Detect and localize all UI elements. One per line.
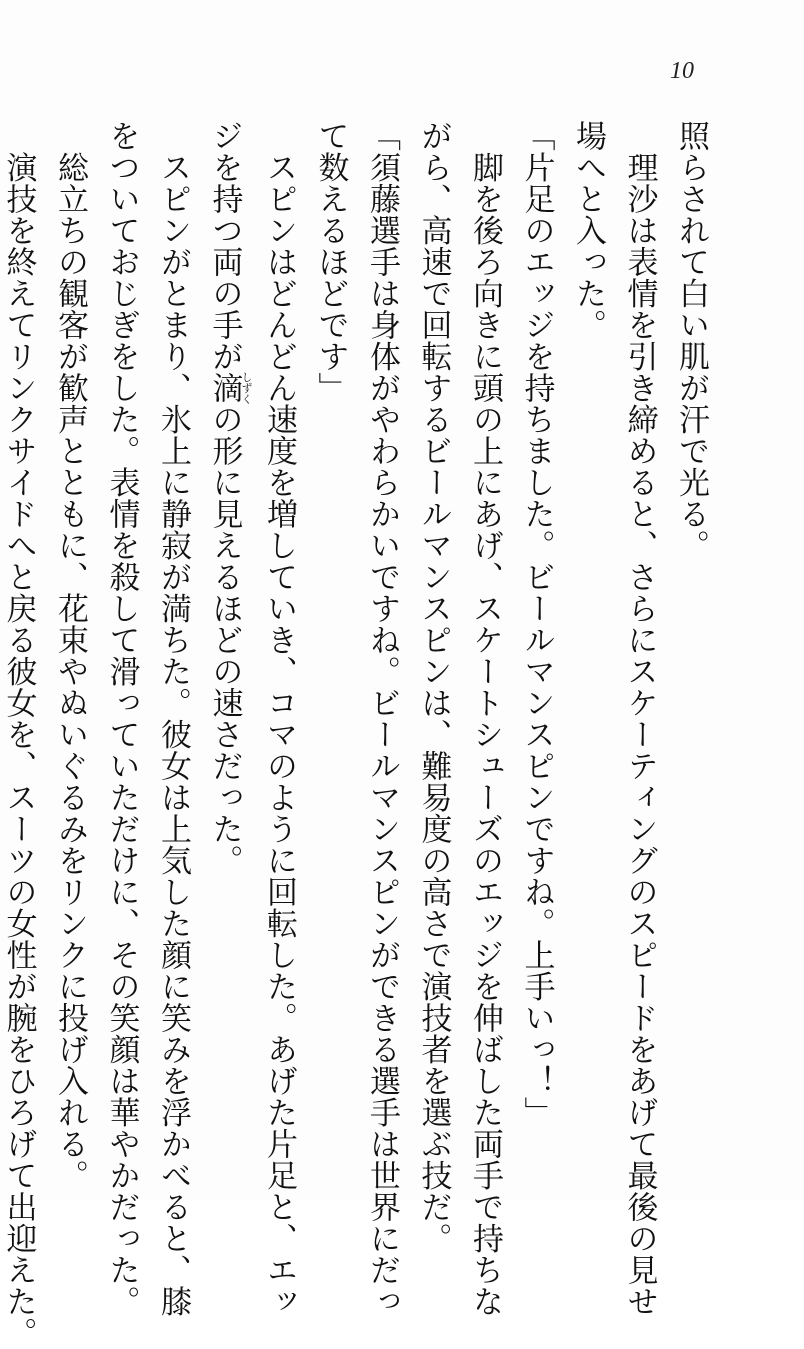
text-line-6: がら、高速で回転するビールマンスピンは、難易度の高さで演技者を選ぶ技だ。 (415, 120, 452, 1254)
text-line-5: 脚を後ろ向きに頭の上にあげ、スケートシューズのエッジを伸ばした両手で持ちな (467, 120, 503, 1317)
ruby-text-shizuku: しずく (240, 371, 253, 405)
text-line-1: 照らされて白い肌が汗で光る。 (673, 120, 709, 561)
text-line-7: 「須藤選手は身体がやわらかいですね。ビールマンスピンができる選手は世界にだっ (364, 120, 400, 1317)
text-line-9: スピンはどんどん速度を増していき、コマのように回転した。あげた片足と、エッ (261, 120, 297, 1317)
ruby-base-shizuku: 滴 (206, 371, 243, 405)
text-line-11: スピンがとまり、氷上に静寂が満ちた。彼女は上気した顔に笑みを浮かべると、膝 (155, 120, 191, 1317)
text-line-10-before: ジを持つ両の手が (206, 120, 243, 372)
text-line-10 (198, 120, 253, 1150)
text-line-3: 場へと入った。 (570, 120, 606, 341)
vertical-text-body (0, 120, 716, 1349)
text-line-12: をついておじぎをした。表情を殺して滑っていただけに、その笑顔は華やかだった。 (103, 120, 140, 1317)
text-line-8: て数えるほどです」 (312, 120, 349, 404)
text-line-4: 「片足のエッジを持ちました。ビールマンスピンですね。上手いっ！」 (518, 120, 555, 1128)
page-number: 10 (670, 58, 694, 84)
text-line-2: 理沙は表情を引き締めると、さらにスケーティングのスピードをあげて最後の見せ (621, 120, 658, 1317)
ruby-shizuku (206, 371, 253, 405)
text-line-14: 演技を終えてリンクサイドへと戻る彼女を、スーツの女性が腕をひろげて出迎えた。 (0, 120, 37, 1349)
text-line-13: 総立ちの観客が歓声とともに、花束やぬいぐるみをリンクに投げ入れる。 (52, 120, 88, 1191)
text-line-10-after: の形に見えるほどの速さだった。 (206, 403, 243, 876)
